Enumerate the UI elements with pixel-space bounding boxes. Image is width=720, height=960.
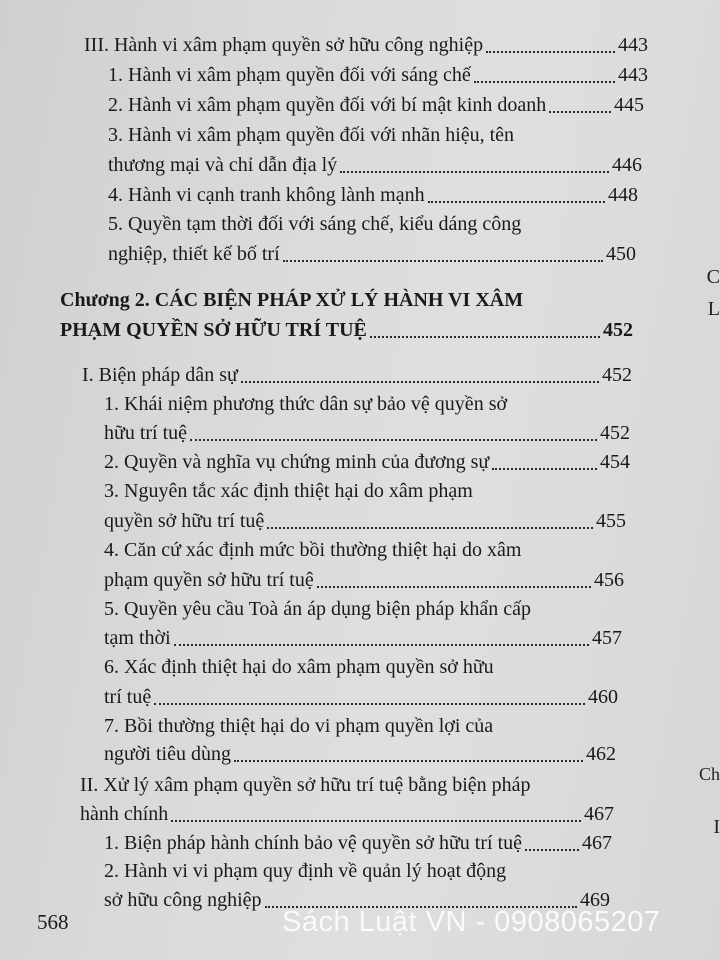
toc-entry-text: PHẠM QUYỀN SỞ HỮU TRÍ TUỆ [60,319,367,341]
toc-entry [108,241,636,267]
leader-dots [549,111,611,113]
toc-entry [104,684,618,710]
toc-entry-text: 5. Quyền tạm thời đối với sáng chế, kiểu dáng công [108,213,522,235]
leader-dots [486,51,615,53]
toc-entry-text: người tiêu dùng [104,743,231,765]
toc-entry [104,508,626,534]
toc-page-number: 455 [596,510,626,532]
toc-page-number: 467 [584,803,614,825]
toc-entry-text: nghiệp, thiết kế bố trí [108,243,280,265]
leader-dots [492,468,597,470]
toc-entry-text: hữu trí tuệ [104,422,188,444]
toc-entry-text: 4. Căn cứ xác định mức bồi thường thiệt hại do xâm [104,539,522,561]
toc-entry-text: 6. Xác định thiệt hại do xâm phạm quyền sở hữu [104,656,494,678]
toc-entry [60,317,633,343]
toc-page-number: 456 [594,569,624,591]
leader-dots [234,760,583,762]
toc-entry-text: III. Hành vi xâm phạm quyền sở hữu công nghiệp [84,34,484,56]
leader-dots [190,439,597,441]
edge-glyph: L [707,298,720,320]
toc-entry-text: 3. Hành vi xâm phạm quyền đối với nhãn hiệu, tên [108,124,515,146]
watermark: Sách Luật VN - 0908065207 [282,906,661,938]
leader-dots [428,201,605,203]
toc-page-number: 457 [592,627,622,649]
toc-entry [108,152,642,178]
toc-entry-text: 2. Hành vi vi phạm quy định về quản lý hoạt động [104,860,507,882]
toc-entry-text: hành chính [80,803,169,825]
leader-dots [340,171,609,173]
leader-dots [370,336,600,338]
toc-entry-text: 4. Hành vi cạnh tranh không lành mạnh [108,184,425,206]
toc-entry [108,62,648,88]
toc-entry-text: phạm quyền sở hữu trí tuệ [104,569,314,591]
toc-page-number: 452 [603,319,633,341]
toc-page-number: 452 [602,364,632,386]
toc-entry [108,92,644,118]
chapter-title: Chương 2. CÁC BIỆN PHÁP XỬ LÝ HÀNH VI XÂM [60,289,524,311]
leader-dots [267,527,593,529]
toc-entry [84,32,648,58]
leader-dots [171,820,581,822]
toc-entry [104,741,616,767]
toc-page-number: 452 [600,422,630,444]
toc-entry [82,362,632,388]
leader-dots [154,703,585,705]
toc-entry-text: II. Xử lý xâm phạm quyền sở hữu trí tuệ bằng biện pháp [80,774,531,796]
toc-entry-text: 2. Quyền và nghĩa vụ chứng minh của đương sự [104,451,490,473]
leader-dots [474,81,615,83]
toc-page-number: 443 [618,64,648,86]
toc-entry-text: thương mại và chỉ dẫn địa lý [108,154,338,176]
toc-page-number: 469 [580,889,610,911]
leader-dots [283,260,603,262]
toc-entry-text: 5. Quyền yêu cầu Toà án áp dụng biện pháp khẩn cấp [104,598,531,620]
toc-entry-text: trí tuệ [104,686,152,708]
toc-entry [104,449,630,475]
toc-page-number: 467 [582,832,612,854]
toc-entry [104,830,612,856]
edge-glyph: Ch [698,764,720,784]
toc-entry [104,567,624,593]
leader-dots [317,586,591,588]
toc-entry [80,801,614,827]
toc-entry-text: 1. Biện pháp hành chính bảo vệ quyền sở hữu trí tuệ [104,832,522,854]
toc-entry [104,420,630,446]
toc-page-number: 446 [612,154,642,176]
page-number: 568 [37,910,69,934]
toc-entry-text: quyền sở hữu trí tuệ [104,510,265,532]
leader-dots [525,849,579,851]
toc-entry-text: 2. Hành vi xâm phạm quyền đối với bí mật kinh doanh [108,94,547,116]
toc-page-number: 462 [586,743,616,765]
leader-dots [174,644,589,646]
toc-entry-text: 3. Nguyên tắc xác định thiệt hại do xâm phạm [104,480,473,502]
toc-entry-text: 7. Bồi thường thiệt hại do vi phạm quyền lợi của [104,715,494,737]
toc-entry [104,625,622,651]
edge-glyph: I [713,816,720,838]
toc-page-number: 445 [614,94,644,116]
toc-entry [108,182,638,208]
leader-dots [241,381,599,383]
toc-page-number: 454 [600,451,630,473]
toc-entry-text: I. Biện pháp dân sự [82,364,238,386]
toc-page-number: 460 [588,686,618,708]
toc-entry-text: sở hữu công nghiệp [104,889,262,911]
toc-entry-text: 1. Khái niệm phương thức dân sự bảo vệ quyền sở [104,393,508,415]
toc-page-number: 450 [606,243,636,265]
toc-page-number: 443 [618,34,648,56]
toc-entry-text: 1. Hành vi xâm phạm quyền đối với sáng chế [108,64,471,86]
toc-entry-text: tạm thời [104,627,171,649]
toc-page-number: 448 [608,184,638,206]
edge-glyph: C [706,266,720,288]
